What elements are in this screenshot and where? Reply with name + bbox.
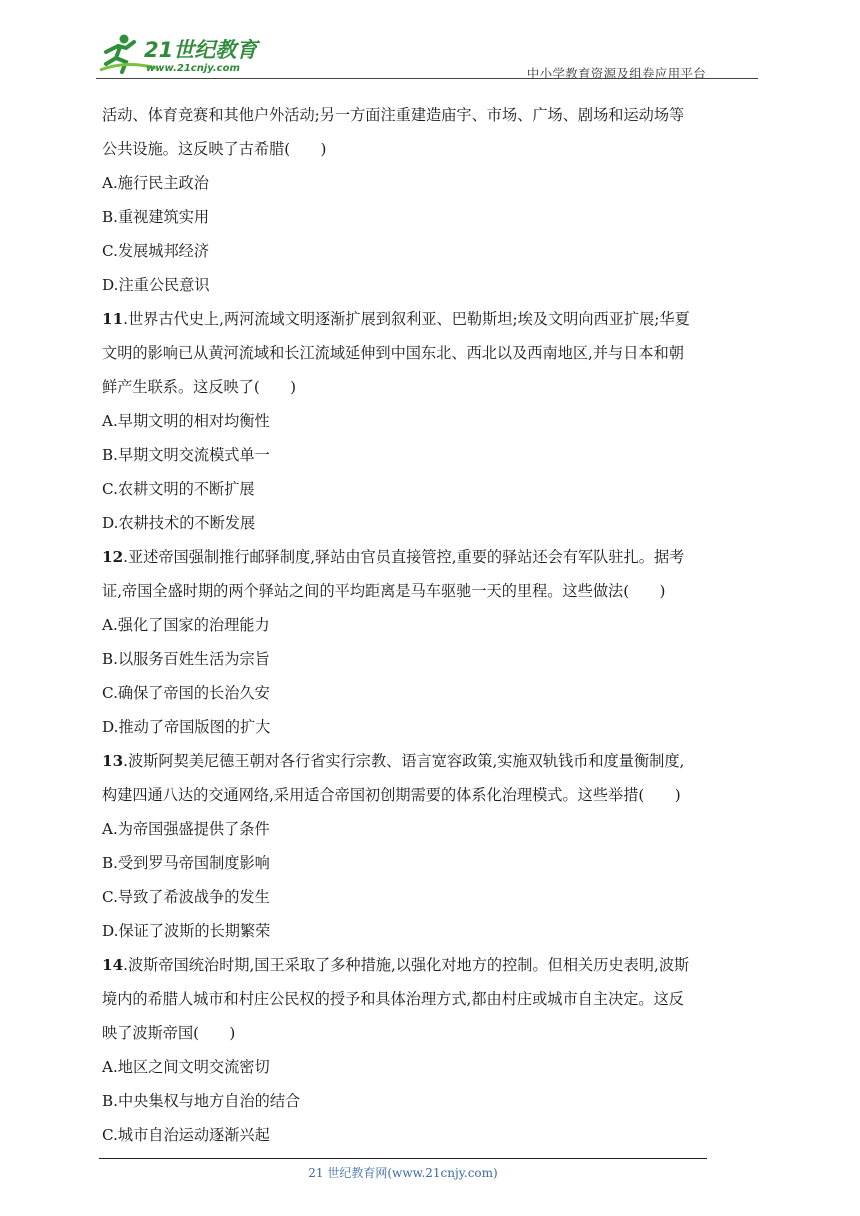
option-c[interactable]: C.导致了希波战争的发生	[102, 888, 270, 906]
question-number: 13	[102, 752, 124, 770]
option-d[interactable]: D.农耕技术的不断发展	[102, 514, 256, 532]
question-text-line: 活动、体育竞赛和其他户外活动;另一方面注重建造庙宇、市场、广场、剧场和运动场等	[102, 106, 685, 124]
option-c[interactable]: C.确保了帝国的长治久安	[102, 684, 270, 702]
question-text: .波斯帝国统治时期,国王采取了多种措施,以强化对地方的控制。但相关历史表明,波斯	[123, 956, 690, 974]
question-number: 14	[102, 956, 124, 974]
page-footer[interactable]: 21 世纪教育网(www.21cnjy.com)	[308, 1166, 498, 1180]
header-divider	[96, 78, 758, 79]
question-text: .世界古代史上,两河流域文明逐渐扩展到叙利亚、巴勒斯坦;埃及文明向西亚扩展;华夏	[123, 310, 690, 328]
question-11	[102, 302, 768, 540]
question-text-line	[102, 540, 768, 574]
question-text-line	[102, 302, 768, 336]
logo-url: www.21cnjy.com	[146, 63, 240, 74]
question-number: 11	[102, 310, 124, 328]
question-number: 12	[102, 548, 124, 566]
option-a[interactable]: A.为帝国强盛提供了条件	[102, 820, 270, 838]
option-d[interactable]: D.推动了帝国版图的扩大	[102, 718, 271, 736]
question-text: .亚述帝国强制推行邮驿制度,驿站由官员直接管控,重要的驿站还会有军队驻扎。据考	[123, 548, 685, 566]
question-content	[102, 98, 768, 1152]
option-b[interactable]: B.早期文明交流模式单一	[102, 446, 270, 464]
question-12	[102, 540, 768, 744]
logo-text: 21世纪教育	[144, 38, 258, 62]
question-10-continuation	[102, 98, 768, 302]
option-c[interactable]: C.城市自治运动逐渐兴起	[102, 1126, 270, 1144]
question-text-line: 构建四通八达的交通网络,采用适合帝国初创期需要的体系化治理模式。这些举措( )	[102, 786, 681, 804]
site-logo[interactable]	[96, 30, 266, 78]
question-text: .波斯阿契美尼德王朝对各行省实行宗教、语言宽容政策,实施双轨钱币和度量衡制度,	[123, 752, 685, 770]
option-a[interactable]: A.地区之间文明交流密切	[102, 1058, 270, 1076]
option-c[interactable]: C.发展城邦经济	[102, 242, 210, 260]
option-b[interactable]: B.重视建筑实用	[102, 208, 210, 226]
question-text-line	[102, 948, 768, 982]
page-header	[96, 30, 706, 80]
question-text-line	[102, 744, 768, 778]
option-a[interactable]: A.强化了国家的治理能力	[102, 616, 270, 634]
question-text-line: 公共设施。这反映了古希腊( )	[102, 140, 327, 158]
question-14	[102, 948, 768, 1152]
option-a[interactable]: A.早期文明的相对均衡性	[102, 412, 270, 430]
option-b[interactable]: B.以服务百姓生活为宗旨	[102, 650, 270, 668]
question-text-line: 文明的影响已从黄河流域和长江流域延伸到中国东北、西北以及西南地区,并与日本和朝	[102, 344, 684, 362]
option-b[interactable]: B.中央集权与地方自治的结合	[102, 1092, 301, 1110]
option-a[interactable]: A.施行民主政治	[102, 174, 209, 192]
question-text-line: 映了波斯帝国( )	[102, 1024, 236, 1042]
option-c[interactable]: C.农耕文明的不断扩展	[102, 480, 255, 498]
option-d[interactable]: D.保证了波斯的长期繁荣	[102, 922, 271, 940]
runner-logo-icon	[96, 30, 266, 78]
option-d[interactable]: D.注重公民意识	[102, 276, 210, 294]
option-b[interactable]: B.受到罗马帝国制度影响	[102, 854, 270, 872]
question-text-line: 鲜产生联系。这反映了( )	[102, 378, 297, 396]
question-text-line: 证,帝国全盛时期的两个驿站之间的平均距离是马车驱驰一天的里程。这些做法( )	[102, 582, 666, 600]
question-text-line: 境内的希腊人城市和村庄公民权的授予和具体治理方式,都由村庄或城市自主决定。这反	[102, 990, 684, 1008]
question-13	[102, 744, 768, 948]
platform-tagline: 中小学教育资源及组卷应用平台	[526, 66, 706, 81]
footer-divider	[99, 1158, 707, 1159]
